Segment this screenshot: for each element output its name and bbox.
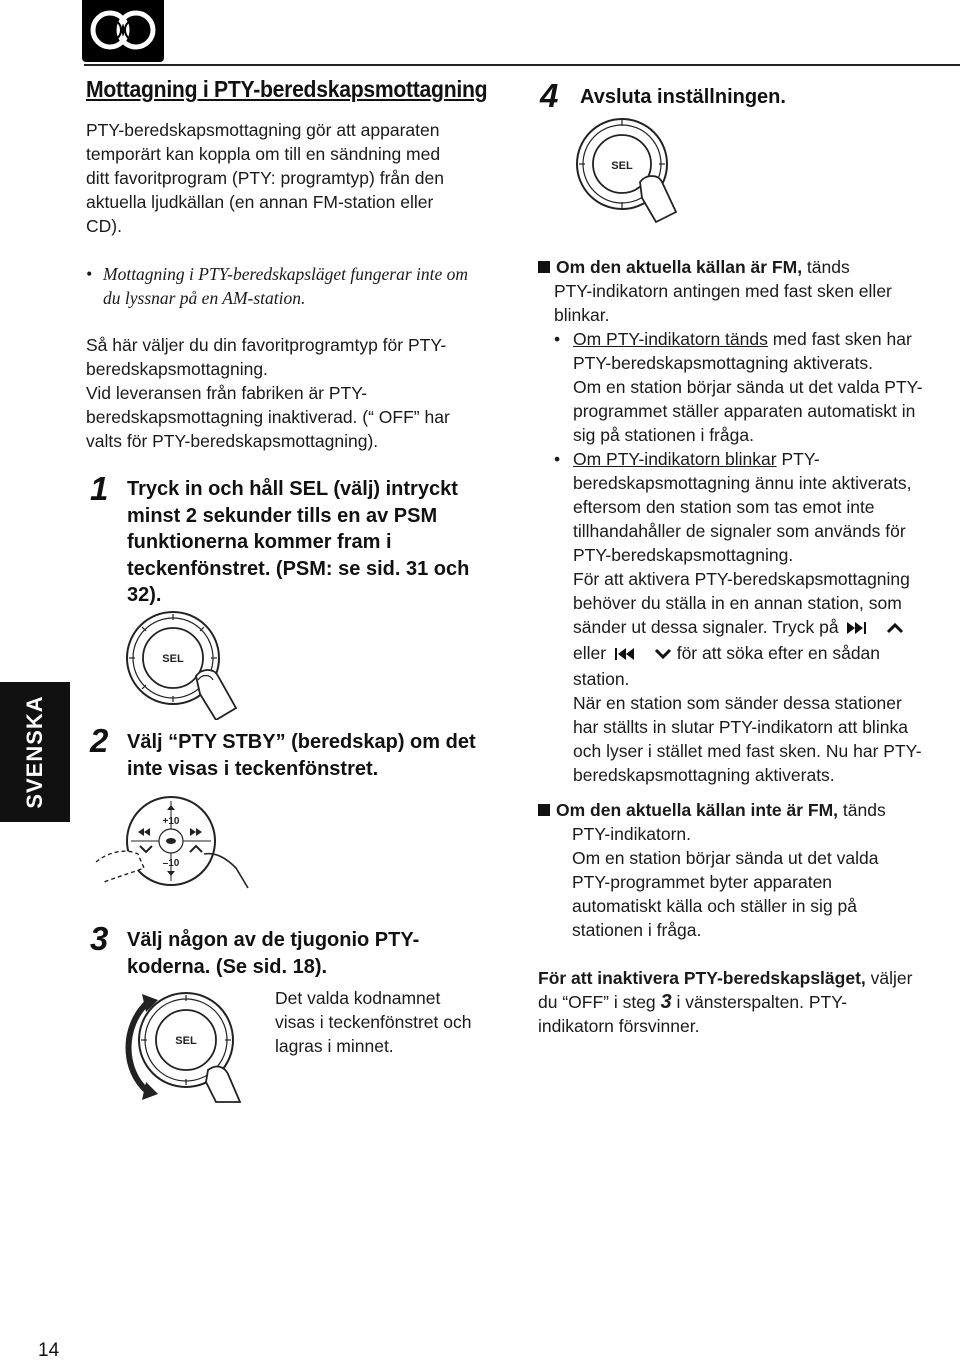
bullet-dot: • [86, 264, 93, 284]
howto-paragraph [86, 333, 516, 453]
fm-sub2-line: behöver du ställa in en annan station, som [573, 593, 902, 613]
intro-line: ditt favoritprogram (PTY: programtyp) från den [86, 168, 444, 188]
down-chevron-icon [654, 642, 672, 666]
note-line: du lyssnar på en AM-station. [103, 288, 306, 308]
minus10-label: –10 [162, 858, 180, 869]
fm-sub-bullet-2 [554, 447, 958, 787]
next-track-icon [847, 617, 881, 641]
step-3-note [275, 986, 515, 1058]
square-bullet [538, 261, 550, 273]
pad-illustration [86, 796, 256, 894]
deactivate-rest: väljer [865, 968, 913, 988]
fm-line: blinkar. [554, 305, 610, 325]
fm-sub2-line: beredskapsmottagning aktiverats. [573, 765, 835, 785]
step-line: Avsluta inställningen. [580, 86, 786, 108]
brand-logo [82, 0, 164, 62]
fm-sub-bullet-1 [554, 327, 958, 447]
section-title: Mottagning i PTY-beredskapsmottagning [86, 76, 488, 102]
not-fm-header-rest: tänds [838, 800, 886, 820]
step-line: Välj “PTY STBY” (beredskap) om det [127, 731, 476, 753]
note-line: lagras i minnet. [275, 1036, 394, 1056]
howto-line: Så här väljer du din favoritprogramtyp för PTY- [86, 335, 447, 355]
fm-block [538, 255, 958, 787]
note-line: Mottagning i PTY-beredskapsläget fungerar inte om [103, 264, 469, 284]
sel-label: SEL [611, 160, 633, 172]
step-line: teckenfönstret. (PSM: se sid. 31 och [127, 557, 470, 580]
step-number: 3 [90, 920, 109, 957]
not-fm-line: PTY-programmet byter apparaten [572, 872, 833, 892]
howto-line: valts för PTY-beredskapsmottagning). [86, 431, 379, 451]
step-line: Tryck in och håll SEL (välj) intryckt [127, 478, 458, 500]
fm-header-rest: tänds [802, 257, 850, 277]
or-word: eller [573, 643, 607, 663]
fm-sub2-line: tillhandahåller de signaler som används för [573, 521, 906, 541]
prev-track-icon [615, 643, 649, 667]
intro-line: PTY-beredskapsmottagning gör att apparaten [86, 120, 440, 140]
step-3-text [127, 927, 517, 980]
fm-line: PTY-indikatorn antingen med fast sken eller [554, 281, 892, 301]
fm-sub1-line: Om en station börjar sända ut det valda PTY- [573, 377, 923, 397]
step-line: inte visas i teckenfönstret. [127, 757, 379, 780]
page-number: 14 [38, 1340, 60, 1361]
square-bullet [538, 804, 550, 816]
not-fm-line: PTY-indikatorn. [572, 824, 691, 844]
fm-sub2-line: beredskapsmottagning ännu inte aktiverats, [573, 473, 912, 493]
fm-sub2-line: station. [573, 669, 630, 689]
bullet-dot: • [554, 449, 561, 469]
not-fm-line: stationen i fråga. [572, 920, 702, 940]
howto-line: Vid leveransen från fabriken är PTY- [86, 383, 368, 403]
step-1-text [127, 476, 517, 609]
fm-header: Om den aktuella källan är FM, [556, 257, 803, 277]
header-rule [84, 64, 960, 66]
step-ref: 3 [660, 991, 672, 1013]
step-line: funktionerna kommer fram i [127, 531, 392, 553]
fm-sub2-line: och lyser i stället med fast sken. Nu har PTY- [573, 741, 922, 761]
fm-sub1-lead: Om PTY-indikatorn tänds [573, 329, 768, 349]
step-2-text [127, 729, 517, 782]
step-line: minst 2 sekunder tills en av PSM [127, 504, 438, 527]
fm-sub1-rest: med fast sken har [767, 329, 912, 349]
step-number: 2 [90, 722, 109, 759]
language-tab [0, 682, 70, 822]
deactivate-line: du “OFF” i steg [538, 992, 656, 1012]
intro-paragraph [86, 118, 506, 238]
fm-sub2-line: eftersom den station som tas emot inte [573, 497, 875, 517]
bullet-dot: • [554, 329, 561, 349]
intro-line: aktuella ljudkällan (en annan FM-station eller [86, 192, 434, 212]
rotary-dial-illustration [120, 984, 270, 1104]
step-number: 1 [90, 470, 109, 507]
not-fm-line: Om en station börjar sända ut det valda [572, 848, 879, 868]
step-line: 32). [127, 584, 162, 606]
sel-dial-illustration [118, 608, 258, 720]
fm-sub2-line: sänder ut dessa signaler. Tryck på [573, 617, 839, 637]
intro-line: temporärt kan koppla om till en sändning med [86, 144, 441, 164]
deactivate-line: i vänsterspalten. PTY- [676, 992, 848, 1012]
step-4-text [580, 84, 940, 111]
step-line: koderna. (Se sid. 18). [127, 955, 328, 978]
step-number: 4 [540, 77, 559, 114]
sel-label: SEL [175, 1035, 197, 1047]
plus10-label: +10 [162, 816, 180, 827]
not-fm-header: Om den aktuella källan inte är FM, [556, 800, 839, 820]
note-line: Det valda kodnamnet [275, 988, 441, 1008]
deactivate-block [538, 966, 958, 1038]
fm-sub1-line: programmet ställer apparaten automatiskt in [573, 401, 916, 421]
not-fm-block [538, 798, 958, 942]
language-tab-label: SVENSKA [22, 695, 47, 809]
sel-dial-illustration [570, 112, 690, 224]
fm-sub2-line: När en station som sänder dessa stationer [573, 693, 902, 713]
step-line: Välj någon av de tjugonio PTY- [127, 929, 420, 951]
up-chevron-icon [886, 616, 904, 640]
fm-sub2-line: har ställts in slutar PTY-indikatorn att blinka [573, 717, 908, 737]
intro-line: CD). [86, 216, 122, 236]
not-fm-line: automatiskt källa och ställer in sig på [572, 896, 857, 916]
sel-label: SEL [162, 653, 184, 665]
fm-sub1-line: PTY-beredskapsmottagning aktiverats. [573, 353, 873, 373]
fm-sub2-line: För att aktivera PTY-beredskapsmottagning [573, 569, 910, 589]
howto-line: beredskapsmottagning. [86, 359, 268, 379]
fm-sub2-line: PTY-beredskapsmottagning. [573, 545, 794, 565]
note-bullet [86, 262, 516, 310]
logo-icon [82, 0, 164, 62]
howto-line: beredskapsmottagning inaktiverad. (“ OFF” har [86, 407, 450, 427]
note-line: visas i teckenfönstret och [275, 1012, 472, 1032]
deactivate-header: För att inaktivera PTY-beredskapsläget, [538, 968, 866, 988]
deactivate-line: indikatorn försvinner. [538, 1016, 700, 1036]
fm-sub2-rest: PTY- [776, 449, 820, 469]
fm-sub2-lead: Om PTY-indikatorn blinkar [573, 449, 777, 469]
fm-sub1-line: sig på stationen i fråga. [573, 425, 754, 445]
search-tail: för att söka efter en sådan [676, 643, 881, 663]
